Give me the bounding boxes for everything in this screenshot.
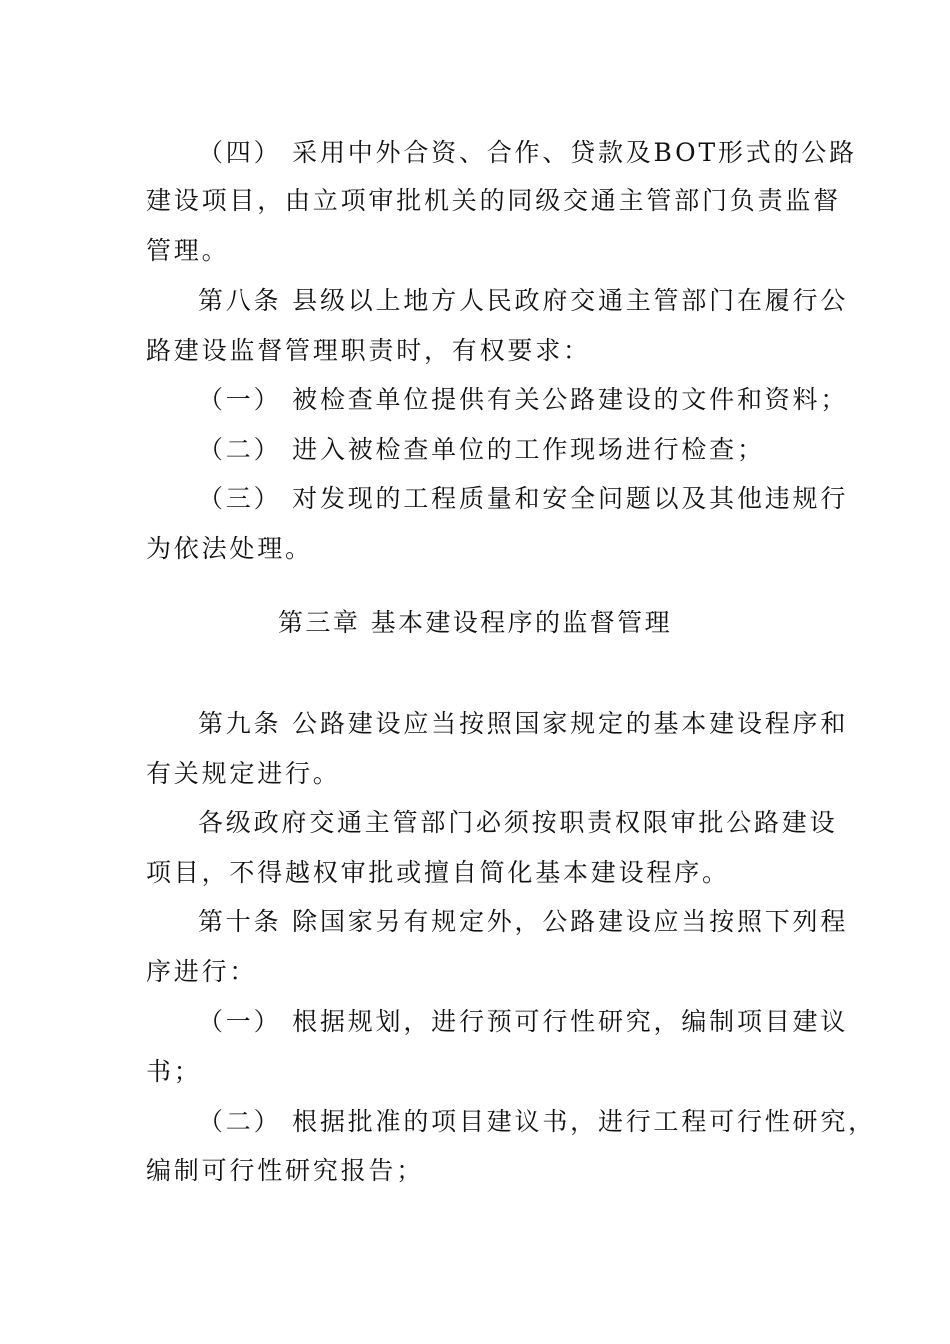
paragraph-line: 路建设监督管理职责时，有权要求：	[146, 336, 591, 365]
paragraph-line: 管理。	[146, 236, 230, 265]
paragraph-line: 序进行：	[146, 957, 258, 986]
paragraph-line: 建设项目，由立项审批机关的同级交通主管部门负责监督	[146, 186, 842, 215]
paragraph-line: （一） 被检查单位提供有关公路建设的文件和资料；	[198, 385, 849, 414]
paragraph-line: 项目，不得越权审批或擅自简化基本建设程序。	[146, 858, 730, 887]
paragraph-line: 编制可行性研究报告；	[146, 1156, 425, 1185]
paragraph-line: （一） 根据规划，进行预可行性研究，编制项目建议	[198, 1007, 849, 1036]
chapter-heading: 第三章 基本建设程序的监督管理	[278, 608, 672, 637]
paragraph-line: 为依法处理。	[146, 534, 313, 563]
paragraph-line: 各级政府交通主管部门必须按职责权限审批公路建设	[198, 808, 838, 837]
paragraph-line: （二） 进入被检查单位的工作现场进行检查；	[198, 435, 765, 464]
paragraph-line: （四） 采用中外合资、合作、贷款及BOT形式的公路	[198, 138, 857, 167]
paragraph-line: 第九条 公路建设应当按照国家规定的基本建设程序和	[198, 709, 849, 738]
paragraph-line: 第十条 除国家另有规定外，公路建设应当按照下列程	[198, 907, 849, 936]
paragraph-line: 第八条 县级以上地方人民政府交通主管部门在履行公	[198, 286, 849, 315]
paragraph-line: （二） 根据批准的项目建议书，进行工程可行性研究，	[198, 1107, 876, 1136]
paragraph-line: （三） 对发现的工程质量和安全问题以及其他违规行	[198, 484, 849, 513]
paragraph-line: 书；	[146, 1057, 202, 1086]
paragraph-line: 有关规定进行。	[146, 759, 341, 788]
